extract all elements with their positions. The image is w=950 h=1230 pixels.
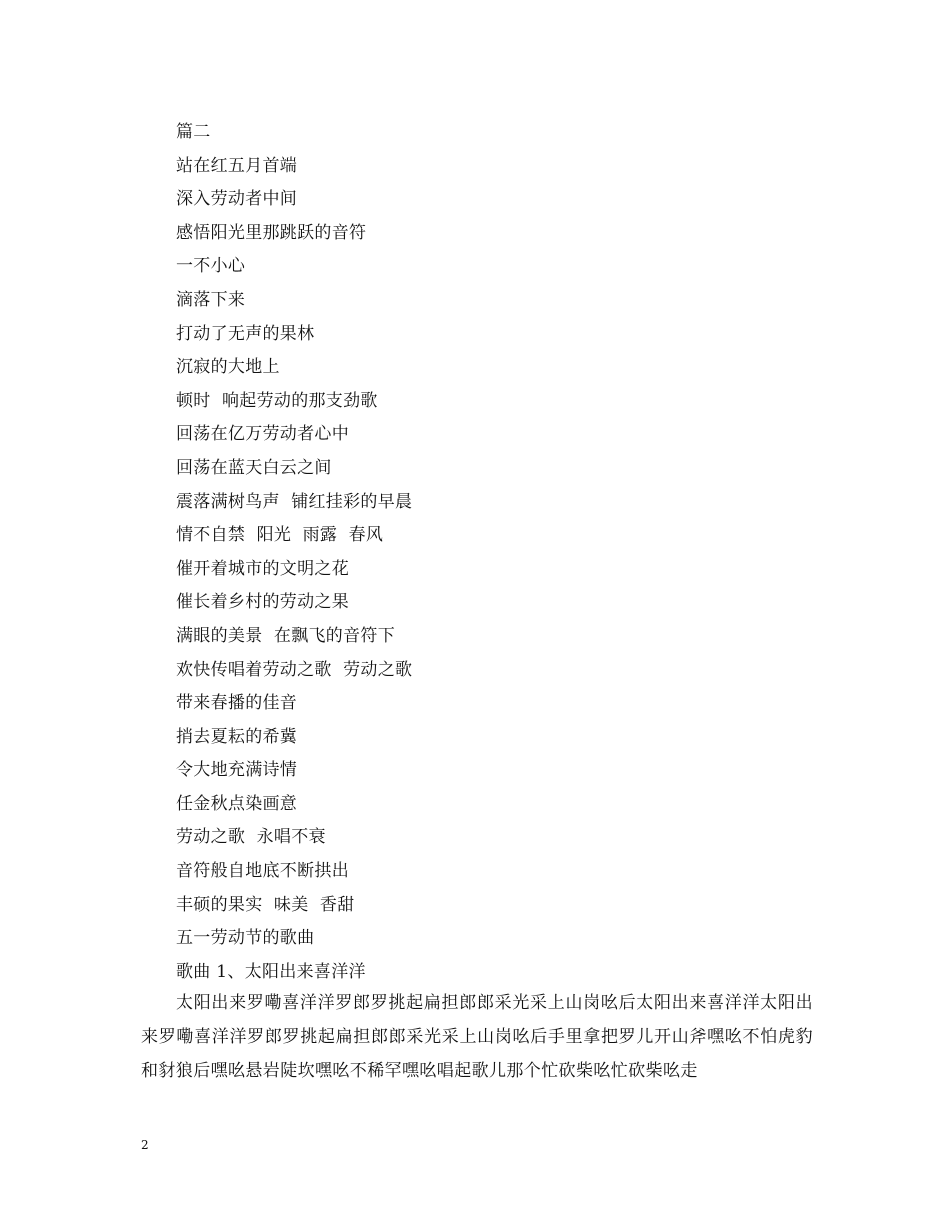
poem-line: 劳动之歌 永唱不衰 <box>176 827 326 848</box>
poem-line: 篇二 <box>176 122 211 142</box>
poem-line: 催长着乡村的劳动之果 <box>176 592 349 613</box>
poem-line: 捎去夏耘的希冀 <box>176 726 298 747</box>
poem-line: 任金秋点染画意 <box>176 793 298 814</box>
poem-line: 感悟阳光里那跳跃的音符 <box>176 222 367 243</box>
poem-line: 歌曲 1、太阳出来喜洋洋 <box>176 961 366 982</box>
poem-line: 回荡在蓝天白云之间 <box>176 457 332 478</box>
poem-line: 满眼的美景 在飘飞的音符下 <box>176 625 396 646</box>
poem-line: 丰硕的果实 味美 香甜 <box>176 894 355 915</box>
poem-line: 一不小心 <box>176 256 246 277</box>
poem-line: 情不自禁 阳光 雨露 春风 <box>176 525 384 546</box>
poem-line: 深入劳动者中间 <box>176 189 298 210</box>
poem-line: 五一劳动节的歌曲 <box>176 928 315 949</box>
poem-line: 顿时 响起劳动的那支劲歌 <box>176 390 378 411</box>
poem-line: 滴落下来 <box>176 289 246 310</box>
song-lyrics-paragraph: 太阳出来罗嘞喜洋洋罗郎罗挑起扁担郎郎采光采上山岗吆后太阳出来喜洋洋太阳出来罗嘞喜洋洋罗郎罗挑起扁担郎郎采光采上山岗吆后手里拿把罗儿开山斧嘿吆不怕虎豹和豺狼后嘿吆悬岩陡坎嘿吆不稀罕嘿吆唱起歌儿那个忙砍柴吆忙砍柴吆走 <box>141 993 813 1081</box>
poem-lines <box>176 116 412 989</box>
poem-line: 沉寂的大地上 <box>176 357 280 378</box>
poem-line: 带来春播的佳音 <box>176 693 298 714</box>
page-number: 2 <box>141 1138 149 1152</box>
poem-line: 站在红五月首端 <box>176 155 298 176</box>
poem-line: 音符般自地底不断拱出 <box>176 861 349 882</box>
poem-line: 震落满树鸟声 铺红挂彩的早晨 <box>176 491 413 512</box>
poem-line: 欢快传唱着劳动之歌 劳动之歌 <box>176 659 413 680</box>
poem-line: 回荡在亿万劳动者心中 <box>176 424 349 445</box>
poem-line: 催开着城市的文明之花 <box>176 558 349 579</box>
poem-line: 打动了无声的果林 <box>176 323 315 344</box>
poem-line: 令大地充满诗情 <box>176 760 298 781</box>
